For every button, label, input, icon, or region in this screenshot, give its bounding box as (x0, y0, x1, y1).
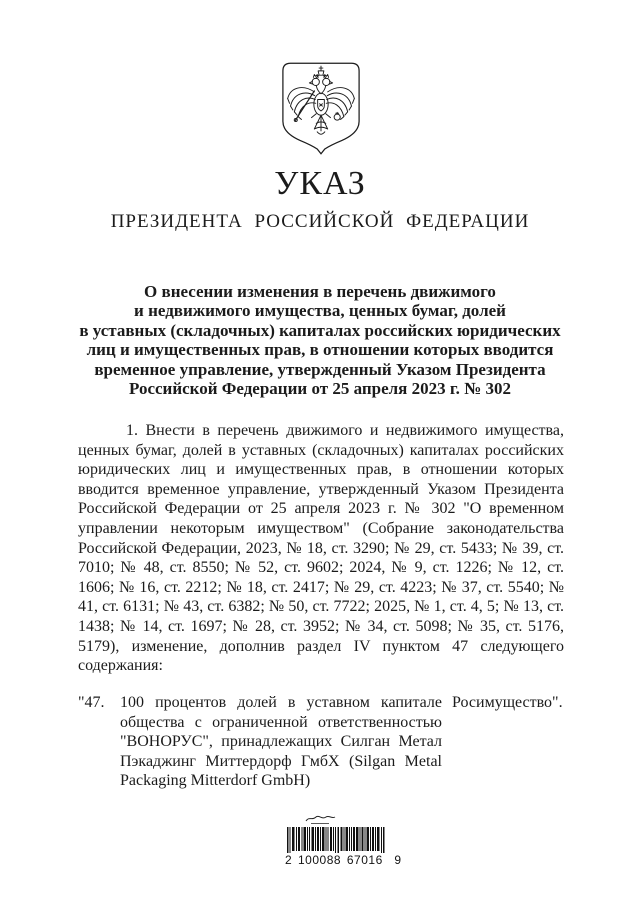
body-paragraph-1: 1. Внести в перечень движимого и недвижимого имущества, ценных бумаг, долей в уставных (складочных) капиталах российских юридических лиц и имущественных прав, в отношении которых вводится временное управление, утвержденный Указом Президента Российской Федерации от 25 апреля 2023 г. № 302 "О временном управлении некоторым имуществом" (Собрание законодательства Российской Федерации, 2023, № 18, ст. 3290; № 29, ст. 5433; № 39, ст. 7010; № 48, ст. 8550; № 52, ст. 9602; 2024, № 9, ст. 1226; № 12, ст. 1606; № 16, ст. 2212; № 18, ст. 2417; № 29, ст. 4223; № 37, ст. 5540; № 41, ст. 6131; № 43, ст. 6382; № 50, ст. 7722; 2025, № 1, ст. 4, 5; № 13, ст. 1438; № 14, ст. 1697; № 28, ст. 3952; № 34, ст. 5098; № 35, ст. 5176, 5179), изменение, дополнив раздел IV пунктом 47 следующего содержания: (78, 422, 564, 675)
barcode-bars (287, 827, 385, 854)
barcode-digits: 2 100088 67016 9 (285, 853, 402, 867)
decree-type-title: УКАЗ (274, 165, 366, 202)
item-47-manager: Росимущество". (452, 694, 563, 711)
subject-title (40, 282, 600, 398)
barcode-section (285, 812, 402, 872)
subject-line: О внесении изменения в перечень движимого (144, 282, 496, 301)
stamp-squiggle-icon (302, 812, 342, 826)
subject-line: и недвижимого имущества, ценных бумаг, долей (134, 301, 506, 321)
subject-line: лиц и имущественных прав, в отношении которых вводится (86, 340, 554, 360)
item-47-number: "47. (78, 694, 105, 711)
subject-line: Российской Федерации от 25 апреля 2023 г. № 302 (128, 379, 512, 399)
issuer-subtitle: ПРЕЗИДЕНТА РОССИЙСКОЙ ФЕДЕРАЦИИ (110, 211, 530, 232)
double-headed-eagle-icon (281, 60, 361, 158)
subject-line: временное управление, утвержденный Указом Президента (94, 359, 546, 379)
coat-of-arms (281, 60, 361, 158)
item-47-description: 100 процентов долей в уставном капитале общества с ограниченной ответственностью "ВОНОРУС", принадлежащих Силган Метал Пэкаджинг Миттердорф ГмбХ (Silgan Metal Packaging Mitterdorf GmbH) (120, 694, 442, 790)
subject-line: в уставных (складочных) капиталах российских юридических (79, 320, 561, 340)
